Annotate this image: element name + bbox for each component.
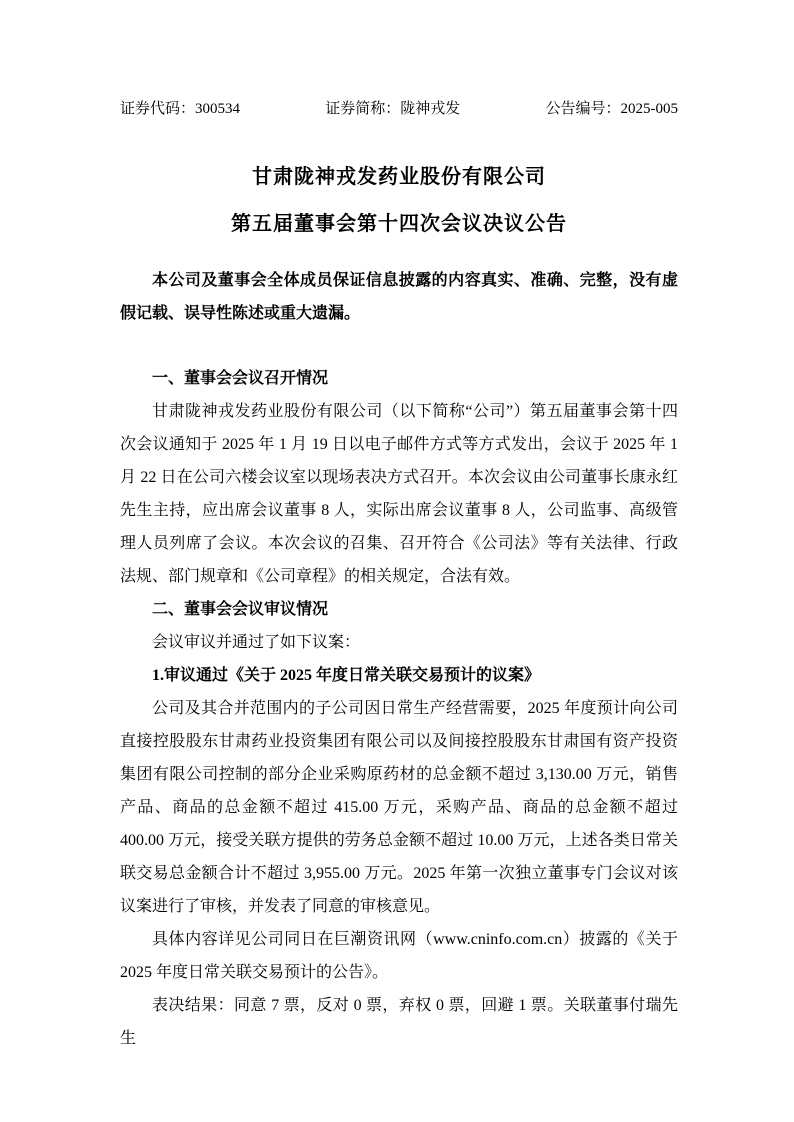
item-1-vote-result: 表决结果：同意 7 票，反对 0 票，弃权 0 票，回避 1 票。关联董事付瑞先生: [120, 997, 678, 1047]
stock-name: 证券简称：陇神戎发: [325, 101, 461, 117]
meeting-resolution-title: 第五届董事会第十四次会议决议公告: [231, 213, 567, 235]
document-body: [120, 264, 678, 1055]
item-1-paragraph-2: 具体内容详见公司同日在巨潮资讯网（www.cninfo.com.cn）披露的《关于 2025 年度日常关联交易预计的公告》。: [120, 931, 678, 981]
stock-code: 证券代码：300534: [120, 101, 241, 117]
document-title: [120, 154, 678, 248]
item-1-paragraph-1: 公司及其合并范围内的子公司因日常生产经营需要，2025 年度预计向公司直接控股股东甘肃药业投资集团有限公司以及间接控股股东甘肃国有资产投资集团有限公司控制的部分企业采购原药材的总金额不超过 3,130.00 万元，销售产品、商品的总金额不超过 415.00 万元，采购产品、商品的总金额不超过 400.00 万元，接受关联方提供的劳务总金额不超过 10.00 万元，上述各类日常关联交易总金额合计不超过 3,955.00 万元。2025 年第一次独立董事专门会议对该议案进行了审核，并发表了同意的审核意见。: [120, 700, 678, 915]
section-2-intro: 会议审议并通过了如下议案：: [152, 634, 361, 651]
document-header: [120, 100, 678, 118]
disclaimer-paragraph: 本公司及董事会全体成员保证信息披露的内容真实、准确、完整，没有虚假记载、误导性陈述或重大遗漏。: [120, 272, 678, 322]
section-2-heading: 二、董事会会议审议情况: [152, 601, 329, 618]
section-1-paragraph: 甘肃陇神戎发药业股份有限公司（以下简称“公司”）第五届董事会第十四次会议通知于 2025 年 1 月 19 日以电子邮件方式等方式发出，会议于 2025 年 1 月 22 日在公司六楼会议室以现场表决方式召开。本次会议由公司董事长康永红先生主持，应出席会议董事 8 人，实际出席会议董事 8 人，公司监事、高级管理人员列席了会议。本次会议的召集、召开符合《公司法》等有关法律、行政法规、部门规章和《公司章程》的相关规定，合法有效。: [120, 403, 678, 585]
company-name-title: 甘肃陇神戎发药业股份有限公司: [252, 166, 546, 188]
announcement-number: 公告编号：2025-005: [545, 101, 678, 117]
section-1-heading: 一、董事会会议召开情况: [152, 370, 329, 387]
item-1-heading: 1.审议通过《关于 2025 年度日常关联交易预计的议案》: [152, 667, 541, 684]
